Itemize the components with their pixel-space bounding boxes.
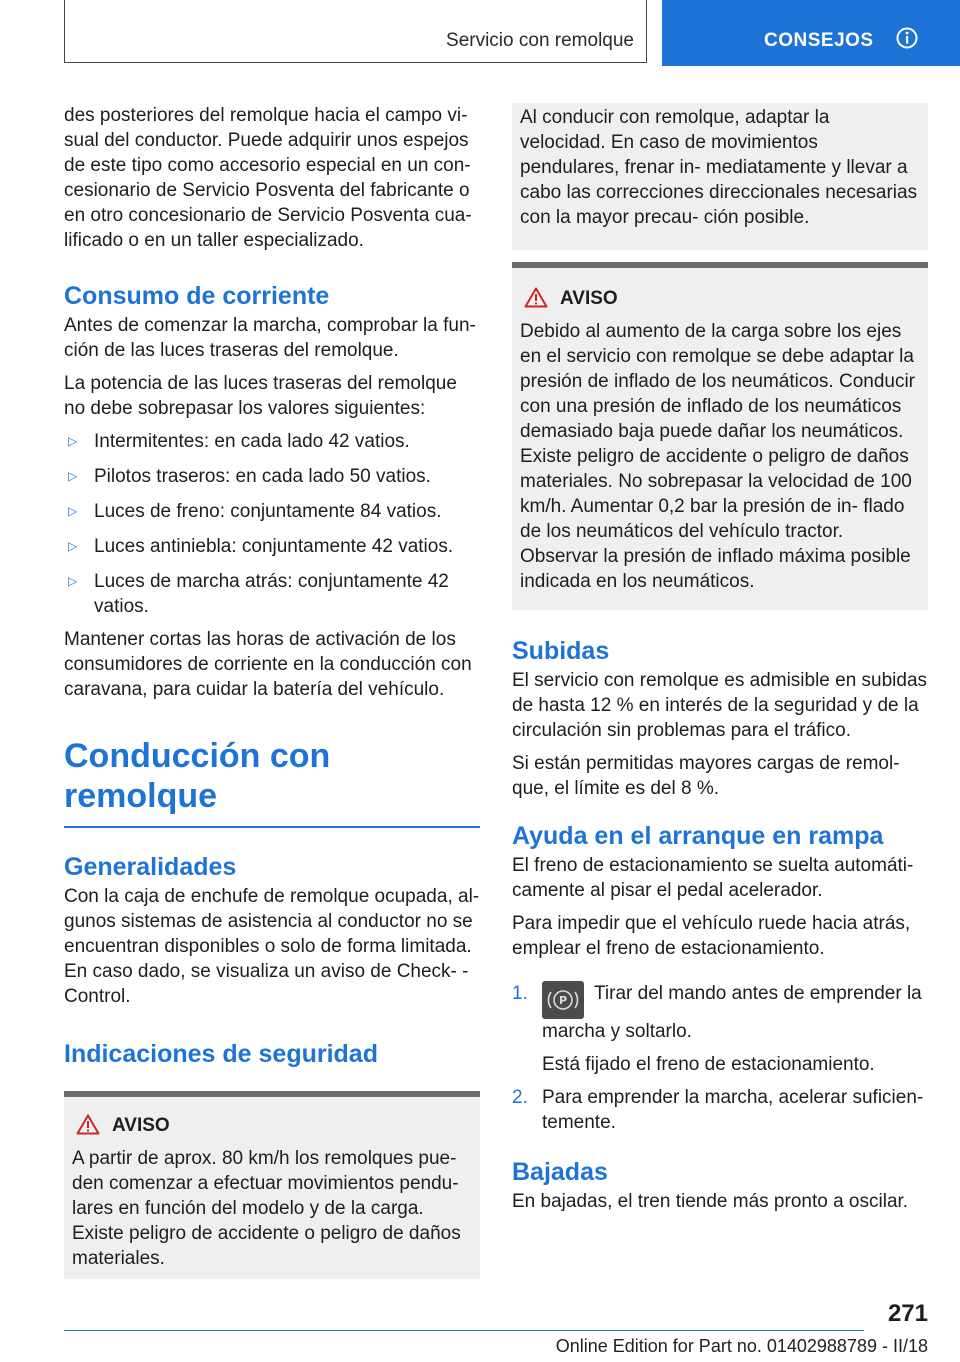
bullet-triangle-icon: ▷ <box>68 434 78 448</box>
consumo-p3: Mantener cortas las horas de activación de los consumidores de corriente en la conducción con caravana, para cuidar la batería del vehículo. <box>64 629 472 700</box>
info-icon <box>896 27 918 49</box>
list-item <box>64 499 480 524</box>
warning-triangle-icon <box>524 287 548 308</box>
running-header <box>64 0 647 63</box>
warning-label: AVISO <box>112 1115 170 1136</box>
list-item-text: Luces de marcha atrás: conjuntamente 42 vatios. <box>94 571 449 617</box>
subidas-p1: El servicio con remolque es admisible en subidas de hasta 12 % en interés de la seguridad y de la circulación sin problemas para el tráfico. <box>512 670 928 741</box>
bullet-triangle-icon: ▷ <box>68 504 78 518</box>
subidas-heading: Subidas <box>512 637 610 665</box>
bajadas-heading: Bajadas <box>512 1158 608 1186</box>
generalidades-text: Con la caja de enchufe de remolque ocupada, al‐ gunos sistemas de asistencia al conductor no se encuentran disponibles o solo de forma limitada. En caso dado, se visualiza un aviso de Check- -Control. <box>64 886 480 1007</box>
step-note: Está fijado el freno de estacionamiento. <box>542 1054 875 1075</box>
bullet-triangle-icon: ▷ <box>68 539 78 553</box>
consejos-tab[interactable] <box>662 0 960 66</box>
chapter-rule <box>64 826 480 828</box>
list-item-text: Pilotos traseros: en cada lado 50 vatios. <box>94 466 431 487</box>
intro-paragraph: des posteriores del remolque hacia el campo vi‐ sual del conductor. Puede adquirir unos espejos de este tipo como accesorio especial en un con‐ cesionario de Servicio Posventa del fabricante o en otro concesionario de Servicio Posventa cua‐ lificado o en un taller especializado. <box>64 105 472 251</box>
seguridad-heading: Indicaciones de seguridad <box>64 1040 378 1068</box>
list-item <box>64 534 480 559</box>
consumo-heading: Consumo de corriente <box>64 282 330 310</box>
edition-footer: Online Edition for Part no. 01402988789 - II/18 <box>555 1336 928 1356</box>
left-column <box>64 103 480 1279</box>
consumo-p1: Antes de comenzar la marcha, comprobar la fun‐ ción de las luces traseras del remolque. <box>64 315 476 361</box>
tab-label: CONSEJOS <box>764 30 874 51</box>
warning-text: Debido al aumento de la carga sobre los ejes en el servicio con remolque se debe adaptar la presión de inflado de los neumáticos. Conducir con una presión de inflado de los neumáticos demasiado baja puede dañar los neumáticos. Existe peligro de accidente o peligro de daños materiales. No sobrepasar la velocidad de 100 km/h. Aumentar 0,2 bar la presión de in‐ flado de los neumáticos del vehículo tractor. Observar la presión de inflado máxima posible indicada en los neumáticos. <box>520 321 916 592</box>
list-item <box>64 429 480 454</box>
bullet-triangle-icon: ▷ <box>68 469 78 483</box>
warning-text: A partir de aprox. 80 km/h los remolques pue‐ den comenzar a efectuar movimientos pendu‐ lares en función del modelo y de la carga. Existe peligro de accidente o peligro de daños materiales. <box>72 1148 461 1269</box>
consumo-list <box>64 429 480 619</box>
bajadas-text: En bajadas, el tren tiende más pronto a oscilar. <box>512 1191 909 1212</box>
step-text: Para emprender la marcha, acelerar suficien‐ temente. <box>542 1087 924 1133</box>
subidas-p2: Si están permitidas mayores cargas de remol‐ que, el límite es del 8 %. <box>512 753 900 799</box>
rampa-heading: Ayuda en el arranque en rampa <box>512 822 884 850</box>
numbered-step <box>512 1085 928 1135</box>
svg-text:P: P <box>558 994 568 1007</box>
step-number: 2. <box>512 1087 528 1108</box>
bullet-triangle-icon: ▷ <box>68 574 78 588</box>
warning-box <box>64 1097 480 1279</box>
section-title: Servicio con remolque <box>446 30 634 51</box>
page-number: 271 <box>887 1300 928 1327</box>
parking-brake-icon <box>542 981 584 1019</box>
generalidades-heading: Generalidades <box>64 853 237 881</box>
chapter-title: Conducción con remolque <box>64 737 331 815</box>
info-box <box>512 103 928 250</box>
right-column <box>512 103 928 1214</box>
rampa-p1: El freno de estacionamiento se suelta automáti‐ camente al pisar el pedal acelerador. <box>512 855 914 901</box>
consumo-p2: La potencia de las luces traseras del remolque no debe sobrepasar los valores siguientes: <box>64 373 457 419</box>
rampa-p2: Para impedir que el vehículo ruede hacia atrás, emplear el freno de estacionamiento. <box>512 913 911 959</box>
list-item-text: Luces de freno: conjuntamente 84 vatios. <box>94 501 442 522</box>
list-item-text: Intermitentes: en cada lado 42 vatios. <box>94 431 410 452</box>
list-item-text: Luces antiniebla: conjuntamente 42 vatios. <box>94 536 454 557</box>
step-number: 1. <box>512 983 528 1004</box>
numbered-step <box>512 981 928 1077</box>
list-item <box>64 569 480 619</box>
warning-heading <box>72 1113 472 1138</box>
footer-rule <box>64 1330 864 1331</box>
step-text: Tirar del mando antes de emprender la marcha y soltarlo. <box>542 983 922 1042</box>
warning-heading <box>520 286 920 311</box>
info-box-text: Al conducir con remolque, adaptar la velocidad. En caso de movimientos pendulares, frenar in‐ mediatamente y llevar a cabo las correcciones direccionales necesarias con la mayor precau‐ ción posible. <box>520 107 918 228</box>
warning-label: AVISO <box>560 288 618 309</box>
warning-triangle-icon <box>76 1114 100 1135</box>
warning-box <box>512 268 928 610</box>
list-item <box>64 464 480 489</box>
